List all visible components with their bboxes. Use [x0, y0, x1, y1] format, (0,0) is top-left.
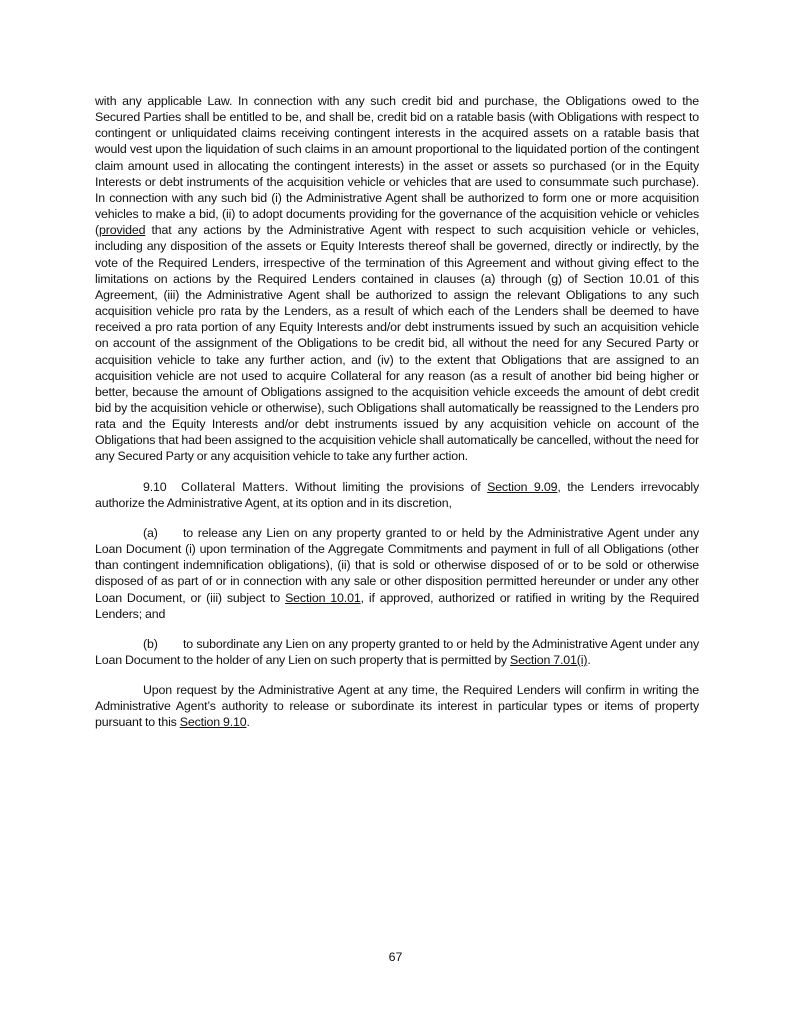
section-10-01-link[interactable]: Section 10.01: [285, 590, 361, 605]
section-number: 9.10: [143, 479, 167, 494]
section-9-10-paragraph: [95, 479, 699, 511]
paragraph-credit-bid-text: with any applicable Law. In connection with any such credit bid and purchase, the Obligations owed to the Secured Parties shall be entitled to be, and shall be, credit bid on a ratable basis (with Obligations with respect to contingent or unliquidated claims receiving contingent interests in the acquired assets on a ratable basis that would vest upon the liquidation of such claims in an amount proportional to the liquidated portion of the contingent claim amount used in allocating the contingent interests) in the asset or assets so purchased (or in the Equity Interests or debt instruments of the acquisition vehicle or vehicles that are used to consummate such purchase). In connection with any such bid (i) the Administrative Agent shall be authorized to form one or more acquisition vehicles to make a bid, (ii) to adopt documents providing for the governance of the acquisition vehicle or vehicles (: [95, 94, 699, 238]
section-9-10-text-rest: , the Lenders irrevocably authorize the Administrative Agent, at its option and in its discretion,: [95, 479, 699, 510]
section-9-10-text: Without limiting the provisions of: [288, 479, 488, 494]
final-paragraph: [95, 682, 699, 730]
section-7-01-i-link[interactable]: Section 7.01(i): [509, 653, 588, 667]
provided-term: provided: [98, 223, 146, 238]
final-paragraph-text-rest: .: [246, 715, 250, 730]
paragraph-credit-bid: [95, 93, 699, 465]
section-9-10-link[interactable]: Section 9.10: [179, 715, 247, 730]
paragraph-credit-bid-text-rest: that any actions by the Administrative Agent with respect to such acquisition vehicle or vehicles, including any disposition of the assets or Equity Interests thereof shall be governed, directly or indirectly, by the vote of the Required Lenders, irrespective of the termination of this Agreement and without giving effect to the limitations on actions by the Required Lenders contained in clauses (a) through (g) of Section 10.01 of this Agreement, (iii) the Administrative Agent shall be authorized to assign the relevant Obligations to any such acquisition vehicle pro rata by the Lenders, as a result of which each of the Lenders shall be deemed to have received a pro rata portion of any Equity Interests and/or debt instruments issued by such an acquisition vehicle on account of the assignment of the Obligations to be credit bid, all without the need for any Secured Party or acquisition vehicle to take any further action, and (iv) to the extent that Obligations that are assigned to an acquisition vehicle are not used to acquire Collateral for any reason (as a result of another bid being higher or better, because the amount of Obligations assigned to the acquisition vehicle exceeds the amount of debt credit bid by the acquisition vehicle or otherwise), such Obligations shall automatically be reassigned to the Lenders pro rata and the Equity Interests and/or debt instruments issued by any acquisition vehicle on account of the Obligations that had been assigned to the acquisition vehicle shall automatically be cancelled, without the need for any Secured Party or any acquisition vehicle to take any further action.: [95, 223, 699, 464]
document-page: [95, 93, 699, 731]
section-heading: Collateral Matters.: [181, 479, 289, 494]
clause-b-paragraph: [95, 636, 699, 668]
page-number: 67: [388, 950, 403, 964]
section-9-09-link[interactable]: Section 9.09: [487, 479, 558, 494]
final-paragraph-text: Upon request by the Administrative Agent at any time, the Required Lenders will confirm in writing the Administrative Agent’s authority to release or subordinate its interest in particular types or items of property pursuant to this: [95, 683, 699, 730]
clause-a-paragraph: [95, 525, 699, 622]
clause-b-text: to subordinate any Lien on any property granted to or held by the Administrative Agent under any Loan Document to the holder of any Lien on such property that is permitted by: [95, 636, 699, 667]
clause-a-text: to release any Lien on any property granted to or held by the Administrative Agent under any Loan Document (i) upon termination of the Aggregate Commitments and payment in full of all Obligations (other than contingent indemnification obligations), (ii) that is sold or otherwise disposed of or to be sold or otherwise disposed of as part of or in connection with any sale or other disposition permitted hereunder or under any other Loan Document, or (iii) subject to: [95, 525, 699, 605]
clause-b-text-rest: .: [587, 653, 591, 667]
clause-a-text-rest: , if approved, authorized or ratified in writing by the Required Lenders; and: [95, 590, 700, 621]
clause-b-label: (b): [143, 636, 158, 651]
clause-a-label: (a): [143, 525, 158, 540]
